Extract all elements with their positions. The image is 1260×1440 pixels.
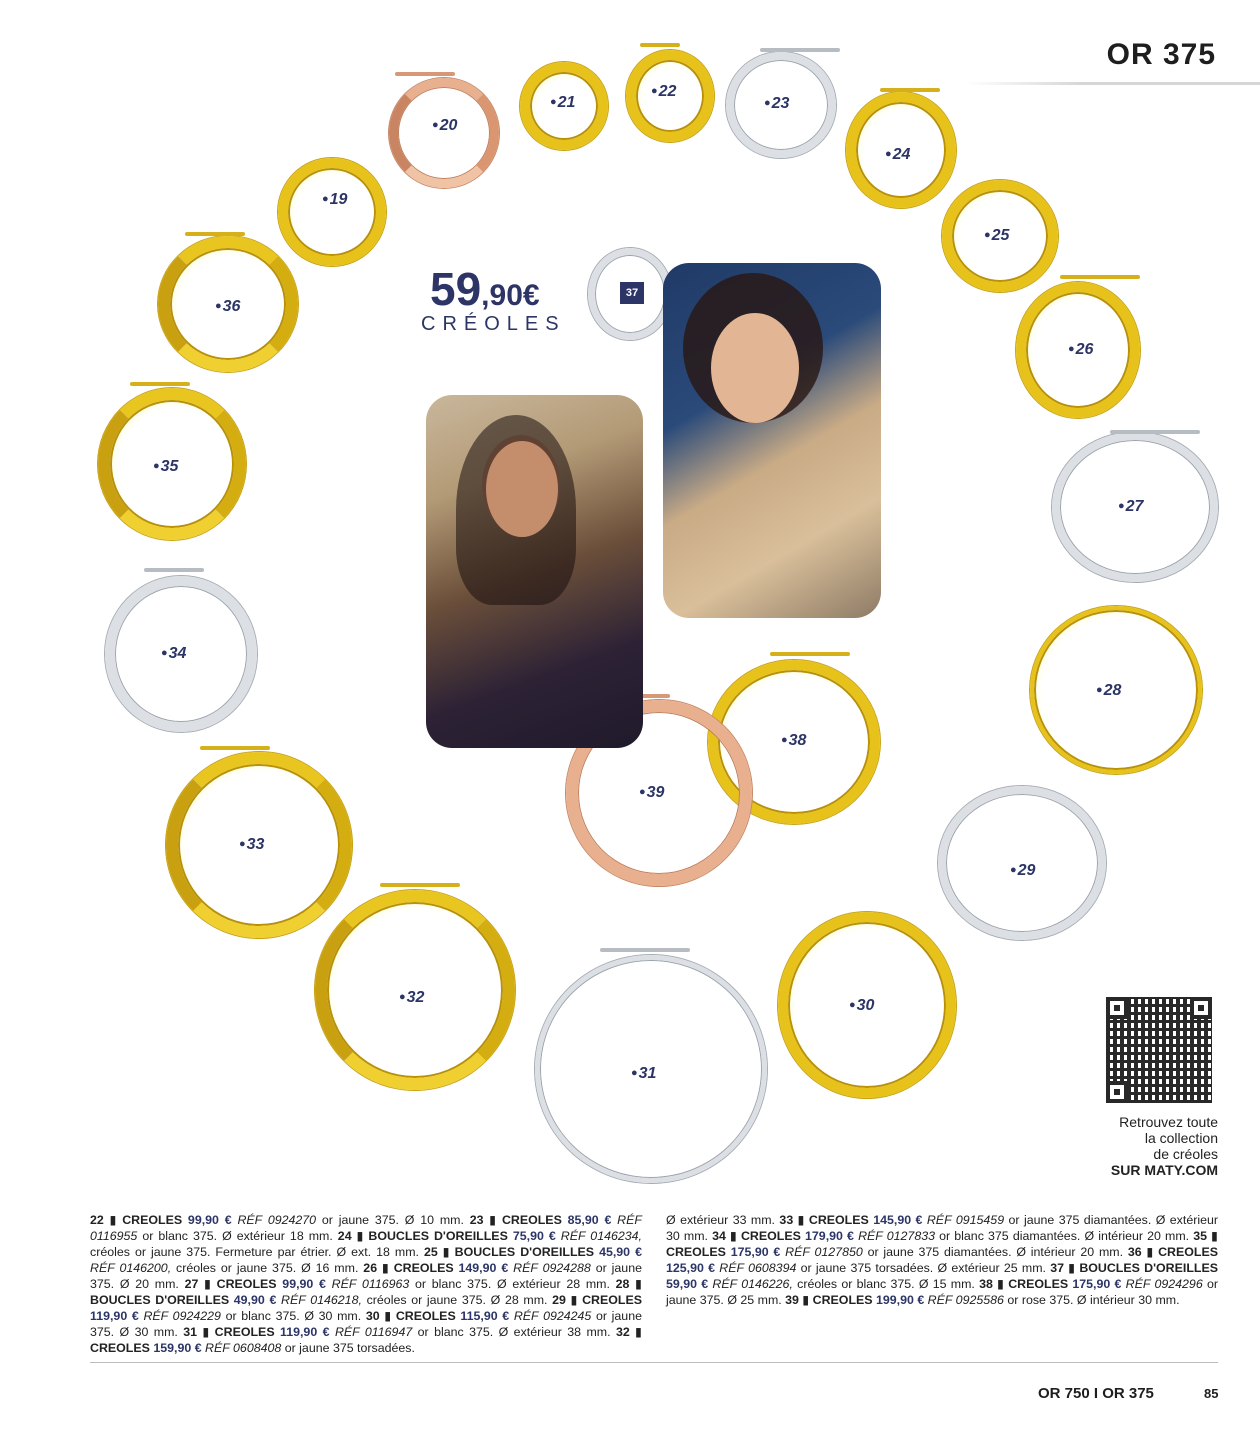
product-entry-32-continued: Ø extérieur 33 mm. <box>666 1213 780 1227</box>
product-price: 115,90 € <box>455 1309 510 1323</box>
product-name: 22 ▮ CREOLES <box>90 1213 183 1227</box>
promo-price <box>430 262 540 316</box>
product-ref: RÉF 0116963 <box>325 1277 410 1291</box>
qr-caption-line1: Retrouvez toute <box>1119 1114 1218 1130</box>
label-21: ●21 <box>550 94 576 111</box>
label-30: ●30 <box>849 997 875 1014</box>
product-price: 119,90 € <box>274 1325 330 1339</box>
model-photo-left <box>426 395 643 748</box>
product-name: 23 ▮ CREOLES <box>469 1213 562 1227</box>
label-20: ●20 <box>432 117 458 134</box>
product-price: 59,90 € <box>666 1277 709 1291</box>
product-text: or jaune 375. Ø 30 mm. <box>90 1309 642 1339</box>
product-name: 27 ▮ CREOLES <box>184 1277 277 1291</box>
product-text: or rose 375. Ø intérieur 30 mm. <box>1003 1293 1180 1307</box>
product-price: 99,90 € <box>276 1277 326 1291</box>
label-32: ●32 <box>399 989 425 1006</box>
product-ref: RÉF 0915459 <box>922 1213 1005 1227</box>
product-name: 33 ▮ CREOLES <box>779 1213 869 1227</box>
product-name: 28 ▮ BOUCLES D'OREILLES <box>90 1277 642 1307</box>
label-35: ●35 <box>153 458 179 475</box>
product-price: 45,90 € <box>594 1245 642 1259</box>
hoop-32-clasp <box>380 883 460 887</box>
label-29: ●29 <box>1010 862 1036 879</box>
hoop-34-clasp <box>144 568 204 572</box>
product-text: or blanc 375. Ø extérieur 38 mm. <box>412 1325 616 1339</box>
hoop-23-clasp <box>760 48 840 52</box>
label-26: ●26 <box>1068 341 1094 358</box>
hoop-26-clasp <box>1060 275 1140 279</box>
product-name: 35 ▮ CREOLES <box>666 1229 1218 1259</box>
label-23: ●23 <box>764 95 790 112</box>
promo-price-main: 59 <box>430 263 482 315</box>
product-ref: RÉF 0146226, <box>708 1277 793 1291</box>
product-ref: RÉF 0127833 <box>853 1229 935 1243</box>
promo-caption: CRÉOLES <box>421 313 566 335</box>
product-text: or jaune 375. Ø 10 mm. <box>316 1213 470 1227</box>
product-name: 29 ▮ CREOLES <box>552 1293 642 1307</box>
product-ref: RÉF 0146218, <box>276 1293 362 1307</box>
product-name: 32 ▮ CREOLES <box>90 1325 642 1355</box>
product-price: 99,90 € <box>182 1213 232 1227</box>
product-name: 31 ▮ CREOLES <box>183 1325 275 1339</box>
label-28: ●28 <box>1096 682 1122 699</box>
product-ref: RÉF 0146200, <box>90 1261 172 1275</box>
product-text: créoles or blanc 375. Ø 15 mm. <box>792 1277 980 1291</box>
product-text: or jaune 375 torsadées. Ø extérieur 25 mm. <box>796 1261 1051 1275</box>
hoop-27-clasp <box>1110 430 1200 434</box>
model-face-front <box>486 441 558 537</box>
product-price: 75,90 € <box>507 1229 556 1243</box>
product-text: or blanc 375. Ø extérieur 28 mm. <box>409 1277 616 1291</box>
product-name: 39 ▮ CREOLES <box>785 1293 873 1307</box>
product-price: 179,90 € <box>800 1229 854 1243</box>
hoop-24-clasp <box>880 88 940 92</box>
product-descriptions-col2 <box>666 1212 1218 1308</box>
hoop-38-clasp <box>770 652 850 656</box>
product-text: or jaune 375. Ø 20 mm. <box>90 1261 642 1291</box>
qr-caption-line3: de créoles <box>1153 1146 1218 1162</box>
model-face <box>711 313 799 423</box>
product-price: 175,90 € <box>1068 1277 1122 1291</box>
label-38: ●38 <box>781 732 807 749</box>
product-text: créoles or jaune 375. Fermeture par étrier. Ø ext. 18 mm. <box>90 1245 424 1259</box>
hoop-19-image <box>278 158 386 266</box>
label-24: ●24 <box>885 146 911 163</box>
footer-section: OR 750 I OR 375 <box>1038 1385 1154 1402</box>
label-33: ●33 <box>239 836 265 853</box>
product-entry-34 <box>712 1229 1193 1243</box>
product-name: 25 ▮ BOUCLES D'OREILLES <box>424 1245 595 1259</box>
product-text: créoles or jaune 375. Ø 28 mm. <box>361 1293 553 1307</box>
footer-rule <box>90 1362 1218 1363</box>
product-ref: RÉF 0925586 <box>924 1293 1004 1307</box>
product-price: 49,90 € <box>229 1293 277 1307</box>
product-text: or jaune 375 torsadées. <box>281 1341 415 1355</box>
badge-37: 37 <box>620 282 644 304</box>
hoop-36-clasp <box>185 232 245 236</box>
qr-finder-tr <box>1190 997 1212 1019</box>
product-text: or blanc 375 diamantées. Ø intérieur 20 mm. <box>935 1229 1194 1243</box>
product-price: 149,90 € <box>453 1261 509 1275</box>
product-ref: RÉF 0116947 <box>329 1325 413 1339</box>
label-27: ●27 <box>1118 498 1144 515</box>
promo-price-cents: ,90€ <box>481 279 540 312</box>
product-name: 36 ▮ CREOLES <box>1127 1245 1218 1259</box>
model-photo-right <box>663 263 881 618</box>
label-31: ●31 <box>631 1065 657 1082</box>
product-descriptions-col1 <box>90 1212 642 1356</box>
product-text: or blanc 375. Ø extérieur 18 mm. <box>137 1229 338 1243</box>
product-name: 26 ▮ CREOLES <box>363 1261 454 1275</box>
header-rule <box>965 82 1260 85</box>
label-22: ●22 <box>651 83 677 100</box>
product-price: 85,90 € <box>561 1213 612 1227</box>
product-ref: RÉF 0116955 <box>90 1213 642 1243</box>
hoop-20-clasp <box>395 72 455 76</box>
product-text: or blanc 375. Ø 30 mm. <box>220 1309 366 1323</box>
product-text: créoles or jaune 375. Ø 16 mm. <box>171 1261 364 1275</box>
product-price: 145,90 € <box>868 1213 923 1227</box>
product-price: 175,90 € <box>725 1245 781 1259</box>
qr-finder-tl <box>1106 997 1128 1019</box>
product-entry-27 <box>185 1277 616 1291</box>
qr-site-link[interactable]: SUR MATY.COM <box>1110 1162 1218 1178</box>
hoop-35-clasp <box>130 382 190 386</box>
product-price: 125,90 € <box>666 1261 716 1275</box>
product-ref: RÉF 0924270 <box>231 1213 317 1227</box>
label-25: ●25 <box>984 227 1010 244</box>
product-text: or jaune 375. Ø 25 mm. <box>666 1277 1218 1307</box>
section-title: OR 375 <box>1106 38 1216 71</box>
hoop-31-clasp <box>600 948 690 952</box>
product-ref: RÉF 0608408 <box>201 1341 282 1355</box>
product-ref: RÉF 0924229 <box>138 1309 221 1323</box>
product-ref: RÉF 0924296 <box>1121 1277 1203 1291</box>
product-price: 159,90 € <box>149 1341 202 1355</box>
hoop-22-clasp <box>640 43 680 47</box>
product-name: 38 ▮ CREOLES <box>979 1277 1069 1291</box>
product-entry-31 <box>183 1325 616 1339</box>
product-ref: RÉF 0608394 <box>715 1261 797 1275</box>
label-39: ●39 <box>639 784 665 801</box>
product-text: or jaune 375 diamantées. Ø intérieur 20 mm. <box>862 1245 1128 1259</box>
product-entry-22 <box>90 1213 470 1227</box>
hoop-33-clasp <box>200 746 270 750</box>
product-ref: RÉF 0146234, <box>555 1229 642 1243</box>
product-price: 119,90 € <box>90 1309 139 1323</box>
product-ref: RÉF 0924245 <box>509 1309 592 1323</box>
label-34: ●34 <box>161 645 187 662</box>
product-ref: RÉF 0127850 <box>780 1245 863 1259</box>
product-name: 24 ▮ BOUCLES D'OREILLES <box>337 1229 508 1243</box>
product-entry-39 <box>785 1293 1179 1307</box>
product-price: 199,90 € <box>872 1293 925 1307</box>
product-text: or jaune 375 diamantées. Ø extérieur 30 mm. <box>666 1213 1219 1243</box>
product-name: 34 ▮ CREOLES <box>712 1229 801 1243</box>
label-36: ●36 <box>215 298 241 315</box>
qr-code[interactable] <box>1106 997 1212 1103</box>
label-19: ●19 <box>322 191 348 208</box>
product-ref: RÉF 0924288 <box>508 1261 591 1275</box>
product-name: 30 ▮ CREOLES <box>365 1309 456 1323</box>
page-number: 85 <box>1204 1386 1219 1401</box>
qr-finder-bl <box>1106 1081 1128 1103</box>
qr-caption <box>1090 1114 1218 1178</box>
product-name: 37 ▮ BOUCLES D'OREILLES <box>1050 1261 1219 1275</box>
qr-caption-line2: la collection <box>1144 1130 1218 1146</box>
